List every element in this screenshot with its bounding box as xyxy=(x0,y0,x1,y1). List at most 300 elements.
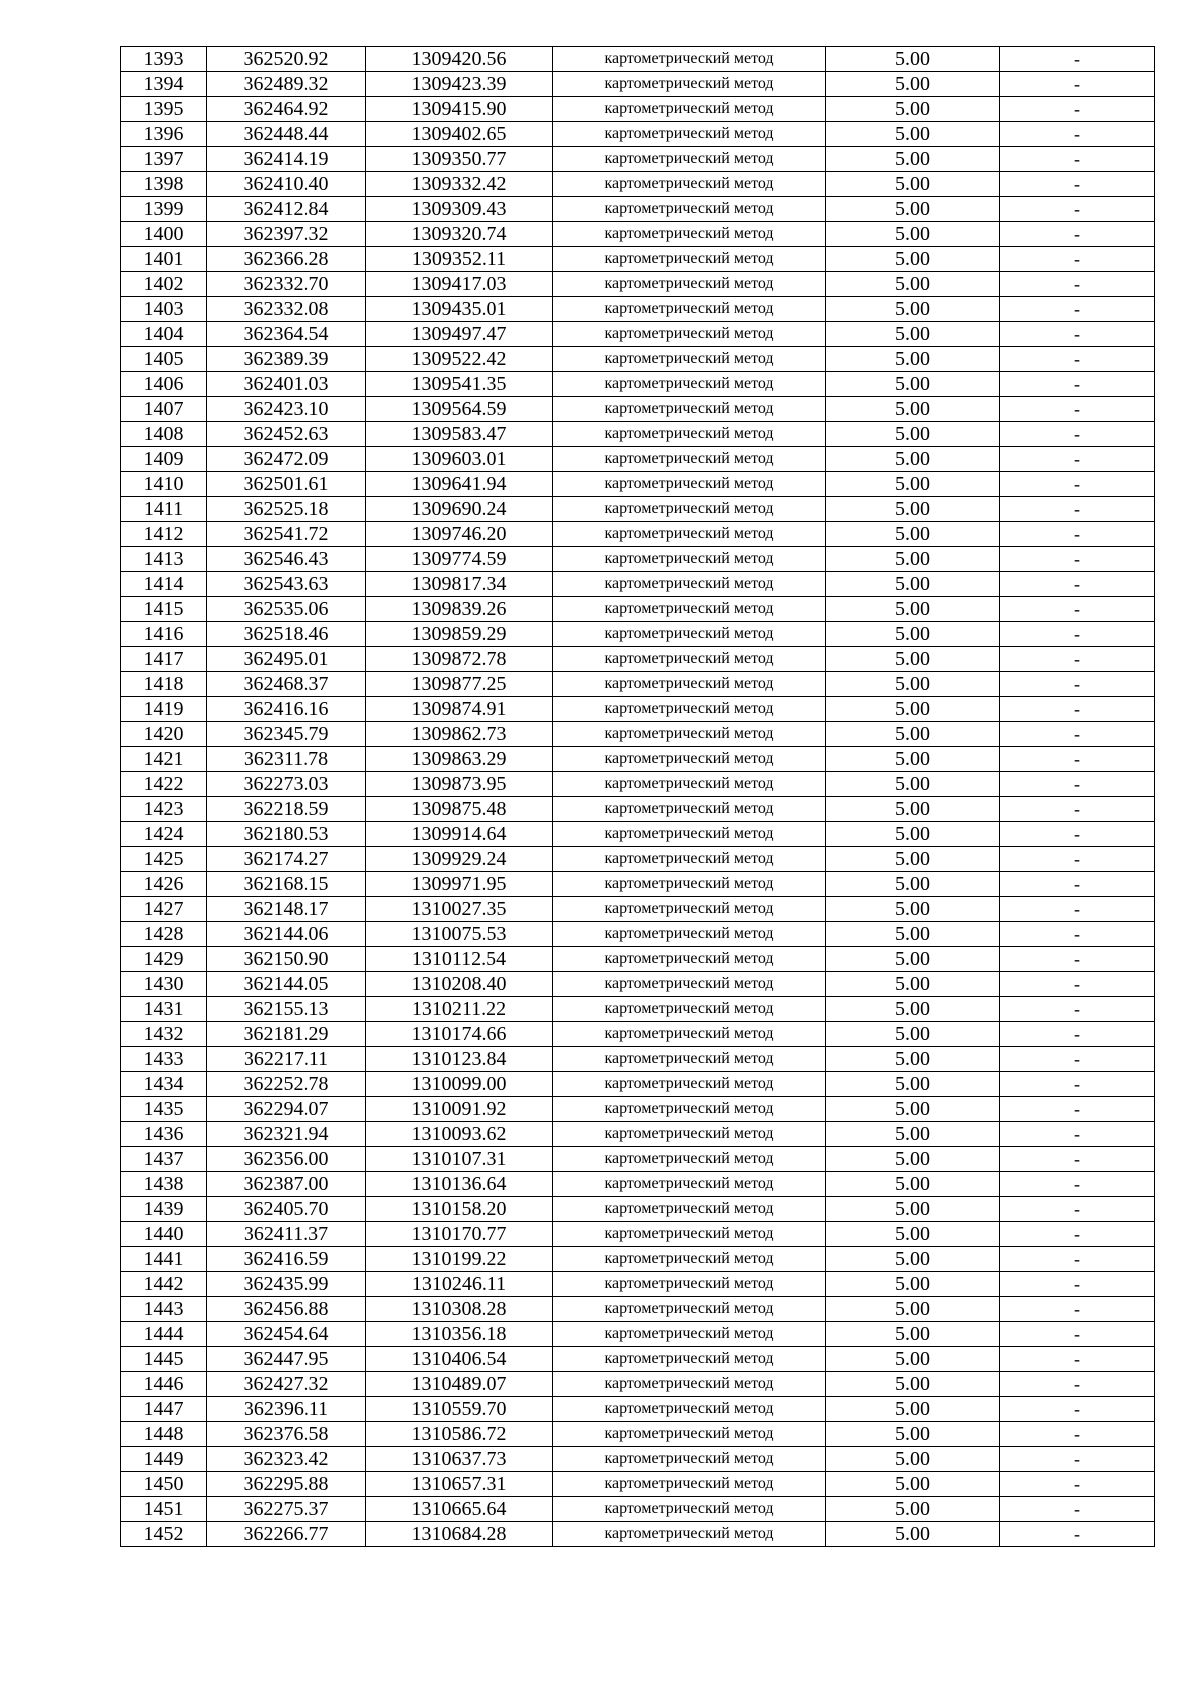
y-coordinate-cell: 1309564.59 xyxy=(366,397,553,422)
method-cell: картометрический метод xyxy=(553,547,826,572)
y-coordinate-cell: 1309415.90 xyxy=(366,97,553,122)
point-number-cell: 1444 xyxy=(121,1322,207,1347)
table-row xyxy=(121,947,1155,972)
x-coordinate-cell: 362501.61 xyxy=(207,472,366,497)
x-coordinate-cell: 362405.70 xyxy=(207,1197,366,1222)
y-coordinate-cell: 1309873.95 xyxy=(366,772,553,797)
x-coordinate-cell: 362448.44 xyxy=(207,122,366,147)
table-row xyxy=(121,297,1155,322)
accuracy-cell: 5.00 xyxy=(826,572,1000,597)
note-cell: - xyxy=(1000,1122,1155,1147)
method-cell: картометрический метод xyxy=(553,472,826,497)
table-body xyxy=(121,47,1155,1547)
table-row xyxy=(121,447,1155,472)
table-row xyxy=(121,347,1155,372)
table-row xyxy=(121,697,1155,722)
note-cell: - xyxy=(1000,1147,1155,1172)
point-number-cell: 1409 xyxy=(121,447,207,472)
note-cell: - xyxy=(1000,222,1155,247)
y-coordinate-cell: 1310107.31 xyxy=(366,1147,553,1172)
y-coordinate-cell: 1310246.11 xyxy=(366,1272,553,1297)
y-coordinate-cell: 1309417.03 xyxy=(366,272,553,297)
x-coordinate-cell: 362535.06 xyxy=(207,597,366,622)
accuracy-cell: 5.00 xyxy=(826,497,1000,522)
method-cell: картометрический метод xyxy=(553,797,826,822)
method-cell: картометрический метод xyxy=(553,1097,826,1122)
y-coordinate-cell: 1309839.26 xyxy=(366,597,553,622)
note-cell: - xyxy=(1000,122,1155,147)
note-cell: - xyxy=(1000,1097,1155,1122)
y-coordinate-cell: 1309690.24 xyxy=(366,497,553,522)
x-coordinate-cell: 362427.32 xyxy=(207,1372,366,1397)
point-number-cell: 1419 xyxy=(121,697,207,722)
y-coordinate-cell: 1310093.62 xyxy=(366,1122,553,1147)
point-number-cell: 1404 xyxy=(121,322,207,347)
x-coordinate-cell: 362397.32 xyxy=(207,222,366,247)
table-row xyxy=(121,1022,1155,1047)
y-coordinate-cell: 1309914.64 xyxy=(366,822,553,847)
point-number-cell: 1433 xyxy=(121,1047,207,1072)
method-cell: картометрический метод xyxy=(553,1522,826,1547)
note-cell: - xyxy=(1000,872,1155,897)
point-number-cell: 1422 xyxy=(121,772,207,797)
accuracy-cell: 5.00 xyxy=(826,672,1000,697)
x-coordinate-cell: 362401.03 xyxy=(207,372,366,397)
accuracy-cell: 5.00 xyxy=(826,922,1000,947)
method-cell: картометрический метод xyxy=(553,847,826,872)
point-number-cell: 1450 xyxy=(121,1472,207,1497)
note-cell: - xyxy=(1000,897,1155,922)
method-cell: картометрический метод xyxy=(553,722,826,747)
table-row xyxy=(121,622,1155,647)
table-row xyxy=(121,722,1155,747)
x-coordinate-cell: 362387.00 xyxy=(207,1172,366,1197)
y-coordinate-cell: 1309423.39 xyxy=(366,72,553,97)
note-cell: - xyxy=(1000,772,1155,797)
y-coordinate-cell: 1309402.65 xyxy=(366,122,553,147)
accuracy-cell: 5.00 xyxy=(826,1372,1000,1397)
point-number-cell: 1418 xyxy=(121,672,207,697)
method-cell: картометрический метод xyxy=(553,347,826,372)
x-coordinate-cell: 362294.07 xyxy=(207,1097,366,1122)
x-coordinate-cell: 362266.77 xyxy=(207,1522,366,1547)
method-cell: картометрический метод xyxy=(553,1472,826,1497)
accuracy-cell: 5.00 xyxy=(826,1172,1000,1197)
note-cell: - xyxy=(1000,1297,1155,1322)
accuracy-cell: 5.00 xyxy=(826,797,1000,822)
note-cell: - xyxy=(1000,597,1155,622)
method-cell: картометрический метод xyxy=(553,97,826,122)
point-number-cell: 1414 xyxy=(121,572,207,597)
x-coordinate-cell: 362376.58 xyxy=(207,1422,366,1447)
point-number-cell: 1430 xyxy=(121,972,207,997)
y-coordinate-cell: 1309641.94 xyxy=(366,472,553,497)
note-cell: - xyxy=(1000,322,1155,347)
x-coordinate-cell: 362168.15 xyxy=(207,872,366,897)
note-cell: - xyxy=(1000,197,1155,222)
y-coordinate-cell: 1309603.01 xyxy=(366,447,553,472)
table-row xyxy=(121,647,1155,672)
accuracy-cell: 5.00 xyxy=(826,272,1000,297)
accuracy-cell: 5.00 xyxy=(826,247,1000,272)
x-coordinate-cell: 362454.64 xyxy=(207,1322,366,1347)
method-cell: картометрический метод xyxy=(553,972,826,997)
method-cell: картометрический метод xyxy=(553,147,826,172)
table-row xyxy=(121,372,1155,397)
accuracy-cell: 5.00 xyxy=(826,1122,1000,1147)
method-cell: картометрический метод xyxy=(553,1172,826,1197)
table-row xyxy=(121,522,1155,547)
method-cell: картометрический метод xyxy=(553,1147,826,1172)
accuracy-cell: 5.00 xyxy=(826,1072,1000,1097)
note-cell: - xyxy=(1000,147,1155,172)
note-cell: - xyxy=(1000,497,1155,522)
note-cell: - xyxy=(1000,1172,1155,1197)
table-row xyxy=(121,1222,1155,1247)
point-number-cell: 1452 xyxy=(121,1522,207,1547)
method-cell: картометрический метод xyxy=(553,522,826,547)
point-number-cell: 1411 xyxy=(121,497,207,522)
point-number-cell: 1400 xyxy=(121,222,207,247)
method-cell: картометрический метод xyxy=(553,397,826,422)
method-cell: картометрический метод xyxy=(553,672,826,697)
point-number-cell: 1451 xyxy=(121,1497,207,1522)
point-number-cell: 1394 xyxy=(121,72,207,97)
note-cell: - xyxy=(1000,1022,1155,1047)
note-cell: - xyxy=(1000,472,1155,497)
point-number-cell: 1449 xyxy=(121,1447,207,1472)
method-cell: картометрический метод xyxy=(553,1347,826,1372)
y-coordinate-cell: 1310158.20 xyxy=(366,1197,553,1222)
y-coordinate-cell: 1309309.43 xyxy=(366,197,553,222)
table-row xyxy=(121,1172,1155,1197)
point-number-cell: 1405 xyxy=(121,347,207,372)
method-cell: картометрический метод xyxy=(553,597,826,622)
point-number-cell: 1417 xyxy=(121,647,207,672)
method-cell: картометрический метод xyxy=(553,322,826,347)
point-number-cell: 1407 xyxy=(121,397,207,422)
accuracy-cell: 5.00 xyxy=(826,172,1000,197)
method-cell: картометрический метод xyxy=(553,1322,826,1347)
x-coordinate-cell: 362525.18 xyxy=(207,497,366,522)
x-coordinate-cell: 362311.78 xyxy=(207,747,366,772)
accuracy-cell: 5.00 xyxy=(826,1222,1000,1247)
y-coordinate-cell: 1309862.73 xyxy=(366,722,553,747)
y-coordinate-cell: 1309971.95 xyxy=(366,872,553,897)
accuracy-cell: 5.00 xyxy=(826,1447,1000,1472)
y-coordinate-cell: 1309817.34 xyxy=(366,572,553,597)
x-coordinate-cell: 362546.43 xyxy=(207,547,366,572)
x-coordinate-cell: 362275.37 xyxy=(207,1497,366,1522)
y-coordinate-cell: 1310308.28 xyxy=(366,1297,553,1322)
accuracy-cell: 5.00 xyxy=(826,547,1000,572)
note-cell: - xyxy=(1000,372,1155,397)
note-cell: - xyxy=(1000,972,1155,997)
note-cell: - xyxy=(1000,547,1155,572)
accuracy-cell: 5.00 xyxy=(826,1097,1000,1122)
accuracy-cell: 5.00 xyxy=(826,947,1000,972)
x-coordinate-cell: 362217.11 xyxy=(207,1047,366,1072)
accuracy-cell: 5.00 xyxy=(826,1322,1000,1347)
method-cell: картометрический метод xyxy=(553,1497,826,1522)
accuracy-cell: 5.00 xyxy=(826,1297,1000,1322)
x-coordinate-cell: 362323.42 xyxy=(207,1447,366,1472)
y-coordinate-cell: 1310208.40 xyxy=(366,972,553,997)
point-number-cell: 1408 xyxy=(121,422,207,447)
x-coordinate-cell: 362389.39 xyxy=(207,347,366,372)
accuracy-cell: 5.00 xyxy=(826,97,1000,122)
x-coordinate-cell: 362495.01 xyxy=(207,647,366,672)
table-row xyxy=(121,422,1155,447)
method-cell: картометрический метод xyxy=(553,822,826,847)
point-number-cell: 1434 xyxy=(121,1072,207,1097)
y-coordinate-cell: 1310356.18 xyxy=(366,1322,553,1347)
point-number-cell: 1443 xyxy=(121,1297,207,1322)
accuracy-cell: 5.00 xyxy=(826,997,1000,1022)
x-coordinate-cell: 362295.88 xyxy=(207,1472,366,1497)
x-coordinate-cell: 362218.59 xyxy=(207,797,366,822)
x-coordinate-cell: 362411.37 xyxy=(207,1222,366,1247)
accuracy-cell: 5.00 xyxy=(826,747,1000,772)
accuracy-cell: 5.00 xyxy=(826,697,1000,722)
point-number-cell: 1424 xyxy=(121,822,207,847)
table-row xyxy=(121,747,1155,772)
method-cell: картометрический метод xyxy=(553,447,826,472)
table-row xyxy=(121,1372,1155,1397)
table-row xyxy=(121,1272,1155,1297)
y-coordinate-cell: 1310657.31 xyxy=(366,1472,553,1497)
table-row xyxy=(121,172,1155,197)
method-cell: картометрический метод xyxy=(553,1397,826,1422)
method-cell: картометрический метод xyxy=(553,1297,826,1322)
table-row xyxy=(121,1297,1155,1322)
y-coordinate-cell: 1309320.74 xyxy=(366,222,553,247)
method-cell: картометрический метод xyxy=(553,122,826,147)
x-coordinate-cell: 362332.70 xyxy=(207,272,366,297)
x-coordinate-cell: 362181.29 xyxy=(207,1022,366,1047)
y-coordinate-cell: 1310099.00 xyxy=(366,1072,553,1097)
method-cell: картометрический метод xyxy=(553,272,826,297)
note-cell: - xyxy=(1000,397,1155,422)
y-coordinate-cell: 1310406.54 xyxy=(366,1347,553,1372)
note-cell: - xyxy=(1000,97,1155,122)
point-number-cell: 1439 xyxy=(121,1197,207,1222)
x-coordinate-cell: 362452.63 xyxy=(207,422,366,447)
x-coordinate-cell: 362468.37 xyxy=(207,672,366,697)
accuracy-cell: 5.00 xyxy=(826,1347,1000,1372)
x-coordinate-cell: 362144.06 xyxy=(207,922,366,947)
accuracy-cell: 5.00 xyxy=(826,622,1000,647)
table-row xyxy=(121,772,1155,797)
table-row xyxy=(121,997,1155,1022)
x-coordinate-cell: 362180.53 xyxy=(207,822,366,847)
method-cell: картометрический метод xyxy=(553,922,826,947)
method-cell: картометрический метод xyxy=(553,1422,826,1447)
point-number-cell: 1393 xyxy=(121,47,207,72)
note-cell: - xyxy=(1000,947,1155,972)
point-number-cell: 1426 xyxy=(121,872,207,897)
point-number-cell: 1438 xyxy=(121,1172,207,1197)
point-number-cell: 1415 xyxy=(121,597,207,622)
accuracy-cell: 5.00 xyxy=(826,872,1000,897)
accuracy-cell: 5.00 xyxy=(826,197,1000,222)
method-cell: картометрический метод xyxy=(553,697,826,722)
y-coordinate-cell: 1309872.78 xyxy=(366,647,553,672)
y-coordinate-cell: 1309774.59 xyxy=(366,547,553,572)
y-coordinate-cell: 1310559.70 xyxy=(366,1397,553,1422)
method-cell: картометрический метод xyxy=(553,1222,826,1247)
x-coordinate-cell: 362543.63 xyxy=(207,572,366,597)
method-cell: картометрический метод xyxy=(553,747,826,772)
x-coordinate-cell: 362489.32 xyxy=(207,72,366,97)
y-coordinate-cell: 1310174.66 xyxy=(366,1022,553,1047)
y-coordinate-cell: 1310684.28 xyxy=(366,1522,553,1547)
method-cell: картометрический метод xyxy=(553,572,826,597)
table-row xyxy=(121,1197,1155,1222)
point-number-cell: 1397 xyxy=(121,147,207,172)
method-cell: картометрический метод xyxy=(553,1447,826,1472)
table-row xyxy=(121,1047,1155,1072)
y-coordinate-cell: 1309352.11 xyxy=(366,247,553,272)
method-cell: картометрический метод xyxy=(553,47,826,72)
note-cell: - xyxy=(1000,672,1155,697)
accuracy-cell: 5.00 xyxy=(826,822,1000,847)
accuracy-cell: 5.00 xyxy=(826,1472,1000,1497)
method-cell: картометрический метод xyxy=(553,422,826,447)
point-number-cell: 1440 xyxy=(121,1222,207,1247)
x-coordinate-cell: 362435.99 xyxy=(207,1272,366,1297)
accuracy-cell: 5.00 xyxy=(826,422,1000,447)
point-number-cell: 1441 xyxy=(121,1247,207,1272)
table-row xyxy=(121,672,1155,697)
y-coordinate-cell: 1309497.47 xyxy=(366,322,553,347)
note-cell: - xyxy=(1000,572,1155,597)
y-coordinate-cell: 1310170.77 xyxy=(366,1222,553,1247)
table-row xyxy=(121,597,1155,622)
point-number-cell: 1398 xyxy=(121,172,207,197)
note-cell: - xyxy=(1000,1272,1155,1297)
accuracy-cell: 5.00 xyxy=(826,322,1000,347)
x-coordinate-cell: 362273.03 xyxy=(207,772,366,797)
note-cell: - xyxy=(1000,1222,1155,1247)
table-row xyxy=(121,1522,1155,1547)
table-row xyxy=(121,397,1155,422)
table-row xyxy=(121,847,1155,872)
point-number-cell: 1421 xyxy=(121,747,207,772)
accuracy-cell: 5.00 xyxy=(826,722,1000,747)
table-row xyxy=(121,1447,1155,1472)
accuracy-cell: 5.00 xyxy=(826,122,1000,147)
x-coordinate-cell: 362150.90 xyxy=(207,947,366,972)
method-cell: картометрический метод xyxy=(553,172,826,197)
x-coordinate-cell: 362518.46 xyxy=(207,622,366,647)
note-cell: - xyxy=(1000,47,1155,72)
table-row xyxy=(121,472,1155,497)
y-coordinate-cell: 1310136.64 xyxy=(366,1172,553,1197)
method-cell: картометрический метод xyxy=(553,897,826,922)
accuracy-cell: 5.00 xyxy=(826,1047,1000,1072)
table-row xyxy=(121,197,1155,222)
note-cell: - xyxy=(1000,1047,1155,1072)
method-cell: картометрический метод xyxy=(553,222,826,247)
accuracy-cell: 5.00 xyxy=(826,772,1000,797)
point-number-cell: 1437 xyxy=(121,1147,207,1172)
point-number-cell: 1412 xyxy=(121,522,207,547)
point-number-cell: 1401 xyxy=(121,247,207,272)
y-coordinate-cell: 1310489.07 xyxy=(366,1372,553,1397)
x-coordinate-cell: 362144.05 xyxy=(207,972,366,997)
method-cell: картометрический метод xyxy=(553,872,826,897)
x-coordinate-cell: 362520.92 xyxy=(207,47,366,72)
point-number-cell: 1431 xyxy=(121,997,207,1022)
table-row xyxy=(121,1397,1155,1422)
accuracy-cell: 5.00 xyxy=(826,597,1000,622)
x-coordinate-cell: 362174.27 xyxy=(207,847,366,872)
table-row xyxy=(121,897,1155,922)
note-cell: - xyxy=(1000,622,1155,647)
note-cell: - xyxy=(1000,1372,1155,1397)
table-row xyxy=(121,872,1155,897)
y-coordinate-cell: 1310665.64 xyxy=(366,1497,553,1522)
method-cell: картометрический метод xyxy=(553,1047,826,1072)
method-cell: картометрический метод xyxy=(553,247,826,272)
y-coordinate-cell: 1309863.29 xyxy=(366,747,553,772)
point-number-cell: 1399 xyxy=(121,197,207,222)
accuracy-cell: 5.00 xyxy=(826,1197,1000,1222)
y-coordinate-cell: 1309583.47 xyxy=(366,422,553,447)
point-number-cell: 1429 xyxy=(121,947,207,972)
table-row xyxy=(121,1422,1155,1447)
note-cell: - xyxy=(1000,747,1155,772)
point-number-cell: 1396 xyxy=(121,122,207,147)
table-row xyxy=(121,47,1155,72)
y-coordinate-cell: 1310112.54 xyxy=(366,947,553,972)
note-cell: - xyxy=(1000,647,1155,672)
accuracy-cell: 5.00 xyxy=(826,647,1000,672)
method-cell: картометрический метод xyxy=(553,1022,826,1047)
note-cell: - xyxy=(1000,1072,1155,1097)
point-number-cell: 1406 xyxy=(121,372,207,397)
x-coordinate-cell: 362456.88 xyxy=(207,1297,366,1322)
table-row xyxy=(121,1072,1155,1097)
table-row xyxy=(121,797,1155,822)
accuracy-cell: 5.00 xyxy=(826,1422,1000,1447)
x-coordinate-cell: 362410.40 xyxy=(207,172,366,197)
y-coordinate-cell: 1309874.91 xyxy=(366,697,553,722)
table-row xyxy=(121,1472,1155,1497)
accuracy-cell: 5.00 xyxy=(826,472,1000,497)
note-cell: - xyxy=(1000,272,1155,297)
point-number-cell: 1442 xyxy=(121,1272,207,1297)
y-coordinate-cell: 1310637.73 xyxy=(366,1447,553,1472)
accuracy-cell: 5.00 xyxy=(826,72,1000,97)
table-row xyxy=(121,922,1155,947)
y-coordinate-cell: 1309929.24 xyxy=(366,847,553,872)
table-row xyxy=(121,322,1155,347)
point-number-cell: 1432 xyxy=(121,1022,207,1047)
method-cell: картометрический метод xyxy=(553,197,826,222)
method-cell: картометрический метод xyxy=(553,1372,826,1397)
x-coordinate-cell: 362447.95 xyxy=(207,1347,366,1372)
point-number-cell: 1445 xyxy=(121,1347,207,1372)
x-coordinate-cell: 362366.28 xyxy=(207,247,366,272)
note-cell: - xyxy=(1000,697,1155,722)
note-cell: - xyxy=(1000,722,1155,747)
accuracy-cell: 5.00 xyxy=(826,1022,1000,1047)
method-cell: картометрический метод xyxy=(553,772,826,797)
y-coordinate-cell: 1309522.42 xyxy=(366,347,553,372)
note-cell: - xyxy=(1000,422,1155,447)
